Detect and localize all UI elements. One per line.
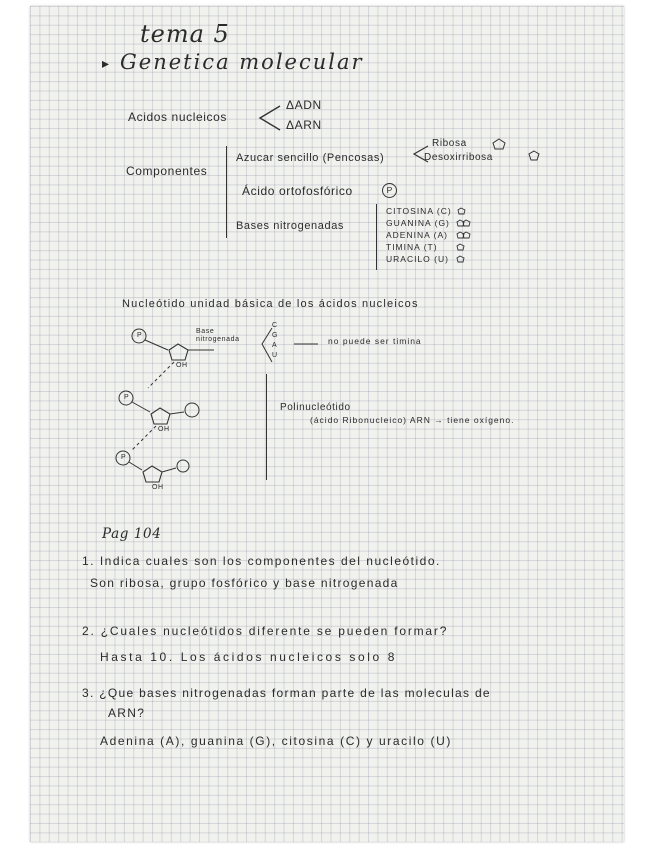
phosphate-label-2: P	[124, 394, 130, 401]
componentes-brace	[226, 146, 227, 238]
answer-2: Hasta 10. Los ácidos nucleicos solo 8	[100, 650, 397, 664]
question-3: 3. ¿Que bases nitrogenadas forman parte de las moleculas de	[82, 686, 491, 700]
base-shape-icons	[456, 206, 476, 266]
oh-label-1: OH	[176, 362, 188, 369]
answer-3: Adenina (A), guanina (G), citosina (C) y uracilo (U)	[100, 734, 452, 748]
arn-item: ΔARN	[286, 118, 322, 132]
base-adenina: ADENINA (A)	[386, 230, 449, 240]
note-line	[294, 342, 320, 346]
page-title: tema 5	[140, 20, 230, 48]
desoxirribosa-label: Desoxirribosa	[424, 152, 493, 163]
bullet-arrow: ▸	[102, 56, 110, 72]
acido-label: Ácido ortofosfórico	[242, 184, 353, 198]
pentagon-icon-desoxirribosa	[528, 150, 542, 162]
question-1: 1. Indica cuales son los componentes del nucleótido.	[82, 554, 441, 568]
base-timina: TIMINA (T)	[386, 242, 438, 252]
notebook-page	[30, 6, 624, 842]
base-letter-u: U	[272, 352, 278, 359]
answer-1: Son ribosa, grupo fosfórico y base nitrogenada	[90, 576, 399, 590]
phosphate-symbol: P	[382, 183, 397, 198]
polinucleotido-label: Polinucleótido	[280, 402, 351, 413]
ribosa-label: Ribosa	[432, 138, 467, 149]
timina-note: no puede ser timina	[328, 336, 422, 346]
polinucleotido-brace	[266, 374, 267, 480]
page-subtitle: Genetica molecular	[120, 50, 364, 74]
nucleotido-heading: Nucleótido unidad básica de los ácidos nucleicos	[122, 298, 419, 310]
adn-item: ΔADN	[286, 98, 322, 112]
question-3-continued: ARN?	[108, 706, 146, 720]
acidos-branch	[256, 104, 286, 132]
exercise-page: Pag 104	[102, 526, 162, 542]
base-citosina: CITOSINA (C)	[386, 206, 452, 216]
base-letter-g: G	[272, 332, 279, 339]
pentagon-icon-ribosa	[492, 138, 508, 152]
base-nitrogenada-label: Base nitrogenada	[196, 328, 240, 343]
oh-label-2: OH	[158, 426, 170, 433]
base-uracilo: URACILO (U)	[386, 254, 449, 264]
oh-label-3: OH	[152, 484, 164, 491]
bases-label: Bases nitrogenadas	[236, 220, 345, 232]
azucar-label: Azucar sencillo (Pencosas)	[236, 152, 385, 164]
polinucleotido-detail: (ácido Ribonucleico) ARN → tiene oxígeno.	[310, 415, 515, 425]
phosphate-label-1: P	[137, 332, 143, 339]
phosphate-label-3: P	[121, 454, 127, 461]
base-letter-c: C	[272, 322, 278, 329]
question-2: 2. ¿Cuales nucleótidos diferente se pueden formar?	[82, 624, 449, 638]
acidos-label: Acidos nucleicos	[128, 110, 227, 124]
base-letter-a: A	[272, 342, 278, 349]
bases-brace	[376, 204, 377, 270]
base-guanina: GUANINA (G)	[386, 218, 450, 228]
componentes-label: Componentes	[126, 164, 208, 178]
